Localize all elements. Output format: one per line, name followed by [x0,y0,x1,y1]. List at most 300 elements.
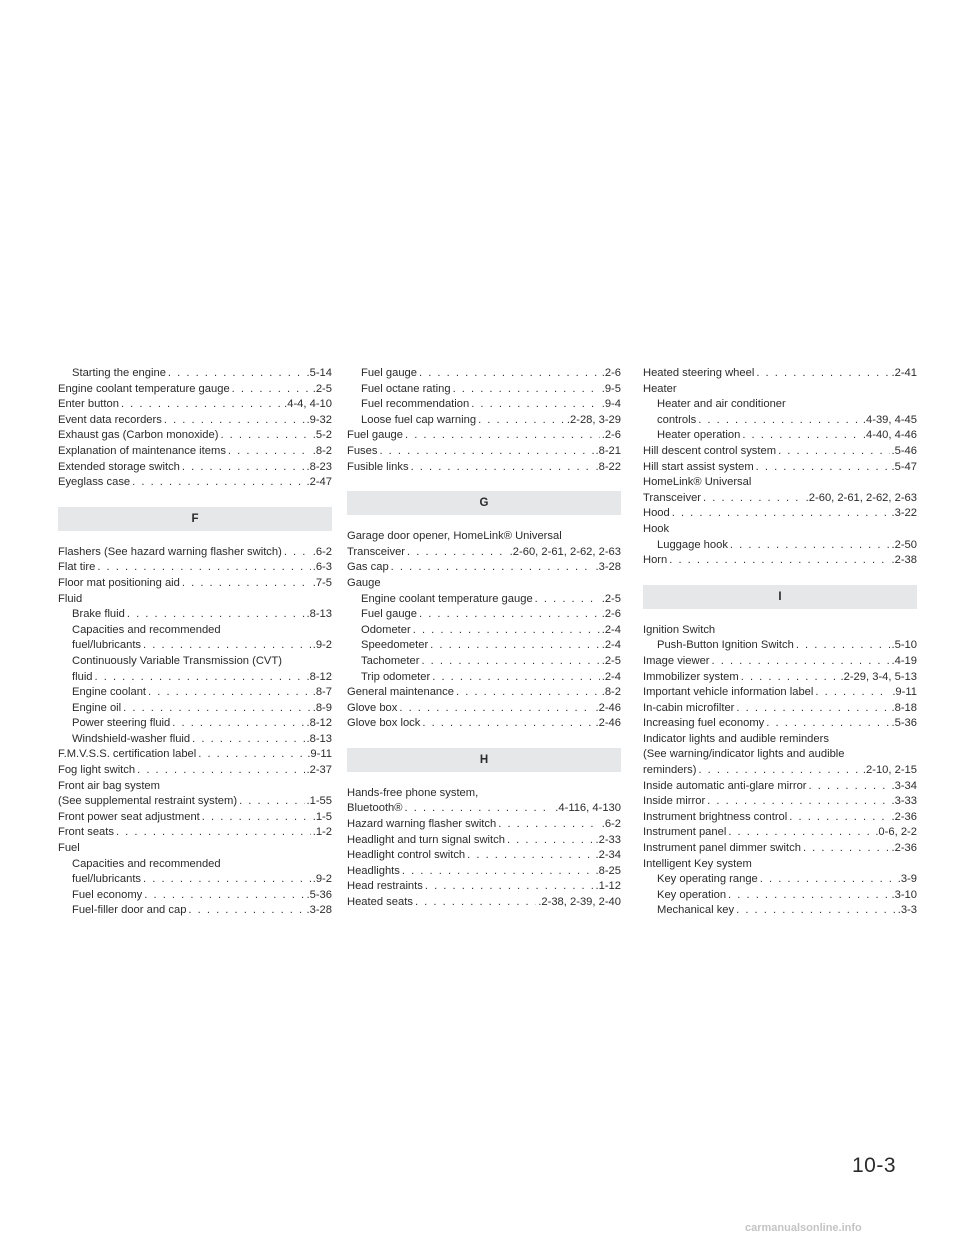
entry-page-ref: .2-47 [306,476,332,489]
index-entry [58,810,332,826]
entry-page-ref: .9-11 [307,748,332,761]
index-entry [58,763,332,779]
index-entry [347,545,621,561]
entry-page-ref: .2-5 [312,382,332,395]
entry-term: Loose fuel cap warning [361,413,477,426]
entry-term: Starting the engine [72,367,166,379]
dot-leader [703,491,804,507]
index-entry [58,413,332,429]
entry-term: Hazard warning flasher switch [347,818,497,831]
dot-leader [402,864,594,880]
index-entry [643,538,917,554]
dot-leader [669,553,889,569]
page-number: 10-3 [852,1154,897,1177]
entry-page-ref: .8-9 [312,701,332,714]
index-entry [58,670,332,686]
entry-term: Fuses [347,444,378,457]
entry-page-ref: .2-38 [891,554,917,567]
entry-page-ref: .2-33 [595,833,621,846]
index-entry [58,382,332,398]
entry-term: General maintenance [347,686,454,699]
entry-term: Heated steering wheel [643,367,755,379]
entry-term: Headlight control switch [347,849,466,862]
section-header-f: F [58,507,332,531]
index-entry [643,460,917,476]
entry-page-ref: .9-5 [601,382,621,395]
entry-page-ref: .5-2 [312,429,332,442]
dot-leader [728,825,873,841]
dot-leader [419,607,600,623]
dot-leader [432,670,599,686]
entry-page-ref: .8-2 [312,444,332,457]
entry-term: Speedometer [361,639,429,652]
dot-leader [228,444,311,460]
index-entry [58,794,332,810]
entry-term: Glove box lock [347,717,421,730]
index-entry: Garage door opener, HomeLink® Universal [347,530,562,543]
entry-term: controls [657,413,697,426]
dot-leader [778,444,889,460]
dot-leader [411,460,594,476]
index-entry [58,607,332,623]
entry-page-ref: .2-5 [601,592,621,605]
entry-term: Head restraints [347,880,423,893]
entry-page-ref: .2-4 [601,670,621,683]
index-entry [643,685,917,701]
dot-leader [123,701,311,717]
index-entry [347,864,621,880]
index-entry: Gauge [347,576,381,589]
entry-term: Engine oil [72,701,122,714]
dot-leader [202,810,311,826]
dot-leader [148,685,311,701]
entry-page-ref: .8-13 [306,732,332,745]
index-entry [58,576,332,592]
entry-term: Instrument brightness control [643,810,788,823]
entry-term: Front power seat adjustment [58,810,200,823]
entry-page-ref: .5-46 [891,444,917,457]
index-entry [347,413,621,429]
index-entry [347,716,621,732]
entry-term: Brake fluid [72,608,125,621]
entry-page-ref: .8-22 [595,460,621,473]
entry-term: Heater operation [657,429,741,442]
entry-page-ref: .9-2 [312,639,332,652]
dot-leader [736,903,896,919]
index-entry: Heater [643,382,677,395]
index-entry: Capacities and recommended [72,623,221,636]
entry-term: Transceiver [643,491,702,504]
entry-page-ref: .2-4 [601,623,621,636]
index-entry [58,560,332,576]
index-entry [643,506,917,522]
dot-leader [707,794,889,810]
index-entry [58,872,332,888]
index-entry: Continuously Variable Transmission (CVT) [72,654,282,667]
dot-leader [188,903,304,919]
section-header-h: H [347,748,621,772]
entry-page-ref: .1-12 [595,880,621,893]
dot-leader [815,685,890,701]
entry-term: Image viewer [643,654,710,667]
entry-page-ref: .2-60, 2-61, 2-62, 2-63 [509,545,621,558]
dot-leader [421,654,599,670]
entry-page-ref: .2-60, 2-61, 2-62, 2-63 [805,491,917,504]
entry-term: Enter button [58,398,119,411]
entry-term: Push-Button Ignition Switch [657,639,794,652]
entry-page-ref: .9-11 [892,686,917,699]
entry-page-ref: .5-14 [306,367,332,379]
index-entry [58,888,332,904]
dot-leader [144,888,304,904]
entry-term: reminders) [643,764,697,777]
index-entry [643,701,917,717]
dot-leader [407,545,508,561]
entry-page-ref: .2-36 [891,842,917,855]
index-entry [58,732,332,748]
entry-page-ref: .8-23 [306,460,332,473]
index-entry [58,638,332,654]
index-entry [58,747,332,763]
dot-leader [405,801,554,817]
dot-leader [182,460,305,476]
entry-page-ref: .4-39, 4-45 [862,413,917,426]
dot-leader [182,576,311,592]
dot-leader [415,895,536,911]
entry-page-ref: .8-21 [595,444,621,457]
entry-page-ref: .1-5 [312,810,332,823]
dot-leader [121,397,282,413]
dot-leader [95,670,305,686]
entry-term: Heated seats [347,896,413,909]
entry-term: Power steering fluid [72,717,171,730]
dot-leader [803,841,890,857]
entry-term: Instrument panel [643,826,727,839]
dot-leader [766,716,889,732]
index-entry [643,444,917,460]
entry-page-ref: .1-2 [312,826,332,839]
index-entry [58,444,332,460]
entry-term: Fuel gauge [361,367,417,379]
entry-term: Fog light switch [58,764,136,777]
entry-term: Important vehicle information label [643,686,814,699]
dot-leader [728,888,889,904]
index-entry [643,413,917,429]
index-entry [347,670,621,686]
entry-page-ref: .3-34 [891,779,917,792]
entry-term: Key operation [657,888,727,901]
index-entry [58,903,332,919]
index-entry [643,872,917,888]
entry-page-ref: .4-40, 4-46 [862,429,917,442]
index-entry [58,716,332,732]
index-entry [643,888,917,904]
entry-term: Headlight and turn signal switch [347,833,505,846]
entry-page-ref: .2-10, 2-15 [862,764,917,777]
index-entry: Intelligent Key system [643,857,752,870]
index-entry [643,428,917,444]
index-entry [58,475,332,491]
dot-leader [712,654,890,670]
entry-page-ref: .8-25 [595,864,621,877]
entry-term: fluid [72,670,93,683]
entry-term: Fuel recommendation [361,398,470,411]
entry-page-ref: .2-37 [306,764,332,777]
index-entry: Fluid [58,592,83,605]
index-entry [643,638,917,654]
index-entry: Hands-free phone system, [347,786,479,799]
dot-leader [535,592,600,608]
entry-term: Fusible links [347,460,409,473]
entry-term: Fuel gauge [347,429,403,442]
entry-term: Event data recorders [58,413,162,426]
entry-term: Explanation of maintenance items [58,444,226,457]
index-entry [347,817,621,833]
dot-leader [116,825,311,841]
index-entry [347,560,621,576]
dot-leader [127,607,305,623]
index-entry: Fuel [58,842,80,855]
dot-leader [456,685,600,701]
dot-leader [232,382,311,398]
entry-page-ref: .3-28 [595,561,621,574]
dot-leader [399,701,593,717]
entry-page-ref: .2-38, 2-39, 2-40 [538,896,621,909]
dot-leader [425,879,594,895]
dot-leader [809,779,890,795]
entry-page-ref: .2-34 [595,849,621,862]
index-entry [347,460,621,476]
dot-leader [164,413,305,429]
index-entry [347,428,621,444]
index-entry [347,895,621,911]
entry-term: Tachometer [361,654,420,667]
index-entry [347,654,621,670]
entry-term: Fuel gauge [361,608,417,621]
entry-page-ref: .3-22 [891,507,917,520]
entry-page-ref: .9-2 [312,873,332,886]
entry-term: fuel/lubricants [72,639,142,652]
index-entry [58,545,332,561]
entry-page-ref: .8-12 [306,670,332,683]
entry-page-ref: .8-12 [306,717,332,730]
index-entry [347,382,621,398]
entry-page-ref: .3-9 [897,873,917,886]
index-column-3 [643,366,917,919]
entry-page-ref: .1-55 [306,795,332,808]
index-entry [347,701,621,717]
index-entry [347,801,621,817]
entry-term: fuel/lubricants [72,873,142,886]
entry-page-ref: .8-18 [891,701,917,714]
index-entry [347,879,621,895]
entry-term: Mechanical key [657,904,735,917]
entry-term: Headlights [347,864,400,877]
dot-leader [698,763,860,779]
section-header-i: I [643,585,917,609]
entry-page-ref: .6-2 [312,545,332,558]
index-entry [347,623,621,639]
index-entry [643,366,917,382]
entry-term: (See supplemental restraint system) [58,795,238,808]
index-entry [58,685,332,701]
index-entry [347,444,621,460]
index-entry [643,670,917,686]
entry-page-ref: .7-5 [312,576,332,589]
watermark: carmanualsonline.info [745,1222,862,1234]
entry-term: Fuel economy [72,888,143,901]
index-entry [347,366,621,382]
entry-page-ref: .5-36 [891,717,917,730]
dot-leader [736,701,889,717]
entry-term: Flat tire [58,561,96,574]
dot-leader [391,560,594,576]
entry-page-ref: .3-3 [897,904,917,917]
index-entry [643,841,917,857]
entry-page-ref: .4-19 [891,654,917,667]
entry-term: Trip odometer [361,670,431,683]
dot-leader [756,460,890,476]
dot-leader [405,428,600,444]
entry-term: Increasing fuel economy [643,717,765,730]
dot-leader [168,366,305,382]
index-entry [58,460,332,476]
dot-leader [471,397,600,413]
index-entry: (See warning/indicator lights and audible [643,748,845,761]
index-entry [643,491,917,507]
entry-term: Engine coolant [72,686,147,699]
index-entry: HomeLink® Universal [643,476,752,489]
entry-page-ref: .5-36 [306,888,332,901]
entry-page-ref: .2-29, 3-4, 5-13 [840,670,917,683]
entry-page-ref: .8-2 [601,686,621,699]
index-entry: Indicator lights and audible reminders [643,732,829,745]
entry-page-ref: .4-116, 4-130 [555,802,621,815]
entry-term: Luggage hook [657,538,728,551]
dot-leader [760,872,896,888]
index-entry [643,716,917,732]
index-entry [58,701,332,717]
index-entry [643,903,917,919]
dot-leader [172,716,304,732]
entry-term: Key operating range [657,873,758,886]
section-header-g: G [347,491,621,515]
index-entry: Ignition Switch [643,623,716,636]
index-entry: Heater and air conditioner [657,398,786,411]
entry-page-ref: .2-5 [601,654,621,667]
entry-term: Fuel-filler door and cap [72,904,187,917]
entry-term: Gas cap [347,561,389,574]
entry-page-ref: .2-36 [891,810,917,823]
index-entry [58,825,332,841]
entry-page-ref: .2-46 [595,717,621,730]
index-entry [643,763,917,779]
entry-term: Transceiver [347,545,406,558]
dot-leader [672,506,890,522]
entry-term: In-cabin microfilter [643,701,735,714]
index-entry: Capacities and recommended [72,857,221,870]
dot-leader [796,638,890,654]
entry-page-ref: .4-4, 4-10 [284,398,332,411]
entry-term: Instrument panel dimmer switch [643,842,801,855]
entry-page-ref: .3-33 [891,795,917,808]
entry-term: Hood [643,507,670,520]
entry-page-ref: .2-41 [891,367,917,379]
index-entry [347,833,621,849]
dot-leader [789,810,889,826]
dot-leader [507,833,594,849]
dot-leader [419,366,600,382]
dot-leader [239,794,304,810]
entry-term: Engine coolant temperature gauge [58,382,230,395]
index-entry [643,654,917,670]
dot-leader [284,545,311,561]
index-entry [643,553,917,569]
dot-leader [698,413,861,429]
entry-page-ref: .8-7 [312,686,332,699]
entry-term: Inside mirror [643,795,706,808]
entry-page-ref: .6-2 [601,818,621,831]
dot-leader [220,428,310,444]
entry-page-ref: .0-6, 2-2 [875,826,917,839]
index-entry [58,366,332,382]
entry-term: Flashers (See hazard warning flasher switch) [58,545,282,558]
index-entry: Front air bag system [58,779,160,792]
dot-leader [422,716,593,732]
index-entry [643,825,917,841]
dot-leader [478,413,565,429]
entry-page-ref: .9-4 [601,398,621,411]
dot-leader [453,382,600,398]
entry-page-ref: .2-46 [595,701,621,714]
dot-leader [132,475,304,491]
index-entry [347,848,621,864]
dot-leader [379,444,593,460]
dot-leader [498,817,599,833]
entry-page-ref: .2-50 [891,538,917,551]
dot-leader [192,732,304,748]
entry-page-ref: .2-6 [601,367,621,379]
index-entry [58,428,332,444]
dot-leader [467,848,593,864]
entry-term: Engine coolant temperature gauge [361,592,533,605]
dot-leader [97,560,310,576]
entry-term: Exhaust gas (Carbon monoxide) [58,429,219,442]
dot-leader [198,747,305,763]
index-column-2 [347,366,621,911]
entry-term: F.M.V.S.S. certification label [58,748,197,761]
dot-leader [143,872,311,888]
index-entry [347,397,621,413]
dot-leader [741,670,839,686]
entry-term: Windshield-washer fluid [72,732,191,745]
index-entry [643,810,917,826]
entry-term: Fuel octane rating [361,382,451,395]
index-entry [347,592,621,608]
index-entry [58,397,332,413]
dot-leader [430,638,600,654]
entry-term: Floor mat positioning aid [58,576,180,589]
index-entry [643,794,917,810]
dot-leader [756,366,889,382]
entry-page-ref: .6-3 [312,561,332,574]
entry-page-ref: .5-47 [891,460,917,473]
entry-term: Glove box [347,701,398,714]
entry-term: Bluetooth® [347,802,403,815]
index-entry [347,685,621,701]
entry-page-ref: .2-6 [601,429,621,442]
index-entry [643,779,917,795]
